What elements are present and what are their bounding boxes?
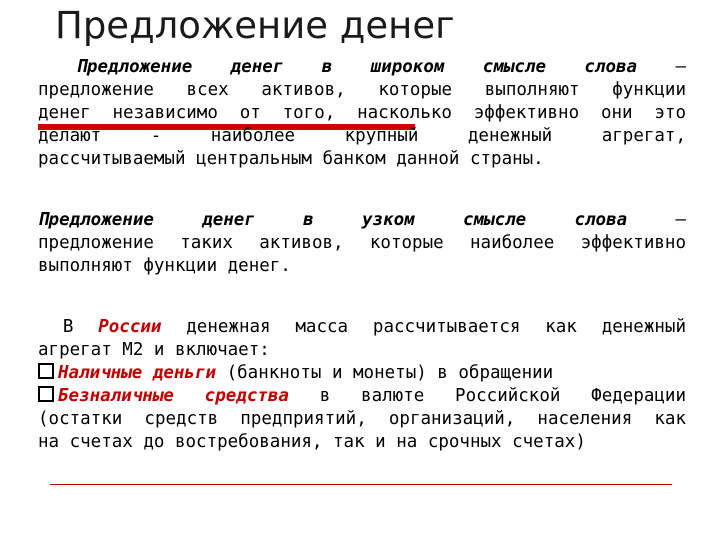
narrow-term: Предложение денег в узком смысле слова <box>38 210 628 230</box>
noncash-term: Безналичные средства <box>58 386 289 406</box>
p3-rest: денежная масса рассчитывается как денежный <box>161 317 686 337</box>
p1-line3: денег независимо от того, насколько эффективно они это <box>38 103 686 123</box>
slide-title: Предложение денег <box>55 4 455 47</box>
narrow-dash: — <box>627 210 686 230</box>
p3-line6: на счетах до востребования, так и на срочных счетах) <box>38 432 586 452</box>
noncash-rest: в валюте Российской Федерации <box>288 386 687 406</box>
p1-line4: делают - наиболее крупный денежный агрегат, <box>38 126 686 146</box>
bottom-divider <box>50 484 672 485</box>
p2-line2: предложение таких активов, которые наиболее эффективно <box>38 233 686 253</box>
broad-term: Предложение денег в широком смысле слова <box>76 57 638 77</box>
p2-line1 <box>38 209 686 232</box>
cash-rest: (банкноты и монеты) в обращении <box>216 363 554 383</box>
hollow-square-bullet-icon <box>38 363 54 379</box>
p2-line3: выполняют функции денег. <box>38 256 291 276</box>
p1-line1 <box>38 56 686 79</box>
cash-term: Наличные деньги <box>58 363 217 383</box>
p3-line5: (остатки средств предприятий, организаций, населения как <box>38 409 686 429</box>
p1-line5: рассчитываемый центральным банком данной страны. <box>38 149 544 169</box>
hollow-square-bullet-icon <box>38 386 54 402</box>
bullet-cash <box>38 362 686 385</box>
p3-line2: агрегат М2 и включает: <box>38 340 270 360</box>
bullet-noncash <box>38 385 686 408</box>
paragraph-russia-m2 <box>38 316 686 454</box>
p1-line2: предложение всех активов, которые выполняют функции <box>38 80 686 100</box>
p3-prefix: В <box>62 317 99 337</box>
paragraph-narrow-definition <box>38 209 686 278</box>
russia-term: России <box>98 317 162 337</box>
broad-dash: — <box>637 57 686 77</box>
p3-line1 <box>38 316 686 339</box>
paragraph-broad-definition <box>38 56 686 171</box>
